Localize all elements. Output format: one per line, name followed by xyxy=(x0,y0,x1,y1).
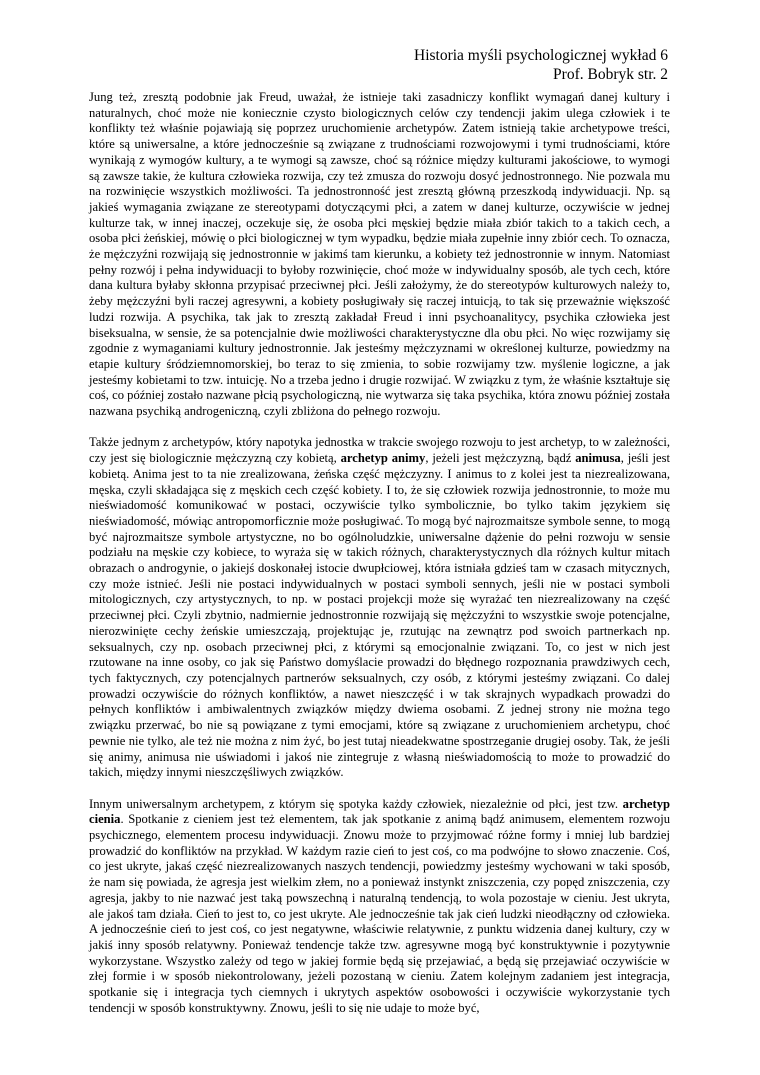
paragraph-1 xyxy=(89,90,670,420)
term-archetyp-animy: archetyp animy xyxy=(340,451,426,466)
header-author-page: Prof. Bobryk str. 2 xyxy=(553,66,668,83)
paragraph-text: , jeśli jest kobietą. Anima jest to ta nie zrealizowana, żeńska część mężczyzny. I animus to z kolei jest ta niezrealizowana, męska, czyli składająca się z męskich cech część kobiety. I to, że się człowiek rozwija jednostronnie, to może mu nieświadomość komunikować w postaci, oczywiście tylko symbolicznie, bo tylko takim językiem się nieświadomość, mówiąc antropomorficznie może posługiwać. To mogą być najrozmaitsze symbole senne, to mogą być najrozmaitsze symbole artystyczne, no bo ogólnoludzkie, uniwersalne dążenie do pełni rozwoju w sensie podziału na męskie czy kobiece, to wyraża się w takich różnych, charakterystycznych dla różnych kultur mitach obrazach o androgynie, o jakiejś doskonałej istocie dwupłciowej, która istniała gdzieś tam w czasach mitycznych, czy może istnieć. Jeśli nie postaci indywidualnych w postaci symboli sennych, jeśli nie w postaci symboli mitologicznych, czy artystycznych, to np. w postaci projekcji może się wyrażać ten niezrealizowany na część przeciwnej płci. Czyli zbytnio, nadmiernie jednostronnie rozwijają się mężczyźni to wszystkie swoje potencjalne, nierozwinięte cechy żeńskie umieszczają, projektując je, rzutując na zewnątrz pod swoich partnerkach np. seksualnych, czy np. osobach przeciwnej płci, z którymi są emocjonalnie związani. To, co jest w nich jest rzutowane na inne osoby, co jak się Państwo domyślacie prowadzi do błędnego rozpoznania prawdziwych cech, tych faktycznych, czy potencjalnych partnerów seksualnych, czy osób, z którymi jesteśmy związani. Co dalej prowadzi oczywiście do różnych konfliktów, a nawet nieszczęść i w tak skrajnych wypadkach prowadzi do pełnych konfliktów i ambiwalentnych związków między dwiema osobami. Z jednej strony nie można tego związku przerwać, bo nie są powiązane z tymi emocjami, które są związane z uruchomieniem archetypu, choć pewnie nie tylko, ale też nie można z nim żyć, bo jest tutaj nieadekwatne spostrzeganie drugiej osoby. Tak, że jeśli się animy, animusa nie uświadomi i jakoś nie zintegruje z własną nieświadomością to może to prowadzić do takich, między innymi nieszczęśliwych związków. xyxy=(89,451,670,780)
paragraph-3 xyxy=(89,797,670,1017)
document-body xyxy=(89,90,670,1032)
page-header xyxy=(414,46,668,84)
paragraph-2 xyxy=(89,435,670,780)
term-animusa: animusa xyxy=(575,451,621,466)
paragraph-text: . Spotkanie z cieniem jest też elementem, tak jak spotkanie z animą bądź animusem, elementem rozwoju psychicznego, elementem procesu indywiduacji. Znowu może to przyjmować różne formy i mniej lub bardziej prowadzić do konfliktów na przykład. W każdym razie cień to jest coś, co ma podwójne to słowo znaczenie. Coś, co jest ukryte, jakaś część niezrealizowanych naszych tendencji, powiedzmy jesteśmy wychowani w taki sposób, że nam się powiada, że agresja jest wielkim złem, no a ponieważ instynkt zniszczenia, czy popęd zniszczenia, czy agresja, jakby to nie nazwać jest taką powszechną i naturalną tendencją, to wola pozostaje w cieniu. Jest ukryta, ale jakoś tam działa. Cień to jest to, co jest ukryte. Ale jednocześnie tak jak cień ludzki nieodłączny od człowieka. A jednocześnie cień to jest coś, co jest negatywne, właściwie relatywnie, z punktu widzenia danej kultury, czy w jakiś inny sposób relatywny. Ponieważ tendencje także tzw. agresywne mogą być konstruktywnie i pozytywnie wykorzystane. Wszystko zależy od tego w jakiej formie będą się przejawiać, a będą się przejawiać oczywiście w złej formie i w sposób niekontrolowany, jeżeli pozostaną w cieniu. Zatem kolejnym zadaniem jest integracja, spotkanie się i integracja tych ciemnych i ukrytych aspektów osobowości i oczywiście wykorzystanie tych tendencji w sposób konstruktywny. Znowu, jeśli to się nie udaje to może być, xyxy=(89,812,670,1015)
paragraph-text: , jeżeli jest mężczyzną, bądź xyxy=(425,451,576,466)
paragraph-text: Innym uniwersalnym archetypem, z którym się spotyka każdy człowiek, niezależnie od płci, jest tzw. xyxy=(89,796,623,811)
header-lecture-title: Historia myśli psychologicznej wykład 6 xyxy=(414,47,668,64)
paragraph-text: Także jednym z archetypów, który napotyka jednostka w trakcie swojego rozwoju to jest archetyp, to w zależności, czy jest się biologicznie mężczyzną czy kobietą, xyxy=(89,435,670,466)
term-archetyp-cienia: archetyp cienia xyxy=(89,796,670,827)
paragraph-text: Jung też, zresztą podobnie jak Freud, uważał, że istnieje taki zasadniczy konflikt wymagań danej kultury i naturalnych, choć może nie koniecznie czysto biologicznych celów czy tendencji jakim ulega człowiek i te konflikty też właśnie pojawiają się poprzez uruchomienie archetypów. Zatem istnieją takie archetypowe treści, które są uniwersalne, a które jednocześnie są związane z trudnościami rozwojowymi i tymi trudnościami, które wynikają z wymogów kultury, a te wymogi są zawsze, choć są różnice między kulturami jakościowe, to wymogi są zawsze takie, że kultura człowieka rozwija, czy też zmusza do rozwoju dosyć jednostronnego. Nie pozwala mu na rozwinięcie wszystkich możliwości. Ta jednostronność jest zresztą główną przeszkodą indywiduacji. Np. są jakieś wymagania związane ze stereotypami dotyczącymi płci, a zatem w danej kulturze, oczywiście w jednej kulturze tak, w innej inaczej, oczekuje się, że osoba płci męskiej będzie miała zbiór takich to a takich cech, a osoba płci żeńskiej, mówię o płci biologicznej w tym wypadku, będzie miała zupełnie inny zbiór cech. To oznacza, że mężczyźni rozwijają się jednostronnie w jakimś tam kierunku, a kobiety też jednostronnie w innym. Natomiast pełny rozwój i pełna indywiduacji to byłoby rozwinięcie, choć może w indywidualny sposób, ale tych cech, które dana kultura byłaby skłonna przypisać przeciwnej płci. Jeśli założymy, że do stereotypów kulturowych należy to, żeby mężczyźni byli raczej agresywni, a kobiety posługiwały się raczej intuicją, to tak się przeważnie większość ludzi rozwija. A psychika, tak jak to zresztą zakładał Freud i inni psychoanalitycy, psychika człowieka jest biseksualna, w sensie, że sa potencjalnie dwie możliwości charakterystyczne dla obu płci. No więc rozwijamy się zgodnie z wymaganiami kultury jednostronnie. Jak jesteśmy mężczyznami w określonej kulturze, powiedzmy na etapie kultury śródziemnomorskiej, bo teraz to się zmienia, to sobie rozwijamy tzw. myślenie logiczne, a jak jesteśmy kobietami to tzw. intuicję. No a trzeba jedno i drugie rozwijać. W związku z tym, że właśnie kształtuje się coś, co później zostało nazwane płcią psychologiczną, nie wytwarza się taka psychika, która znowu później została nazwana psychiką androgeniczną, czyli zbliżona do pełnego rozwoju. xyxy=(89,90,670,419)
